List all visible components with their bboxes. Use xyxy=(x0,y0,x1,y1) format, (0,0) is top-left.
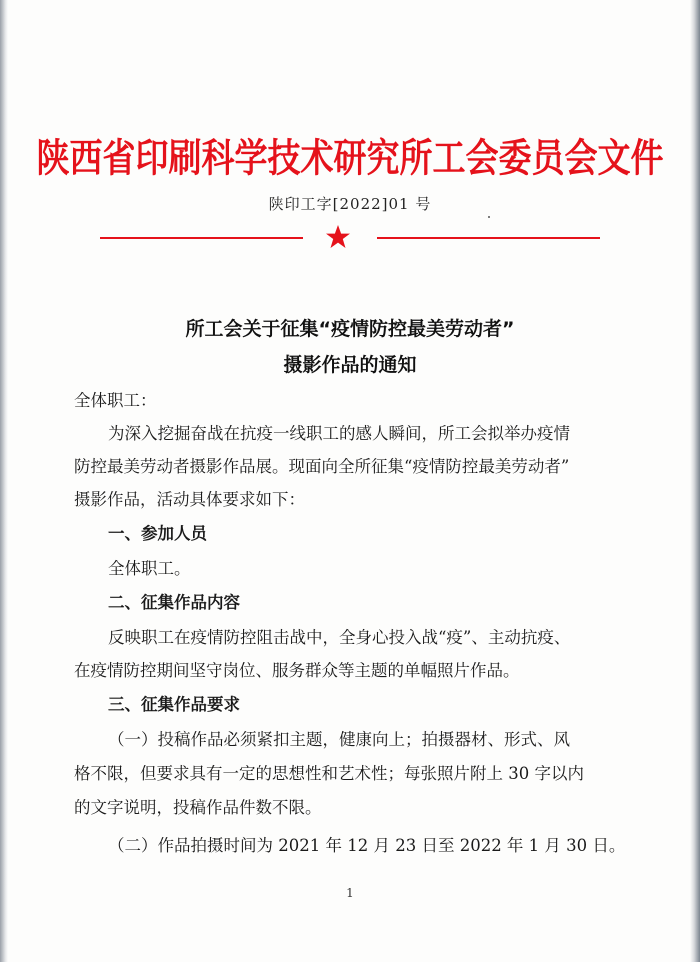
section3-item1-line-3: 的文字说明，投稿作品件数不限。 xyxy=(74,798,322,817)
section3-item1-line-1: （一）投稿作品必须紧扣主题，健康向上；拍摄器材、形式、风 xyxy=(108,730,570,749)
notice-title-line1: 所工会关于征集“疫情防控最美劳动者” xyxy=(185,318,515,340)
section2-heading: 二、征集作品内容 xyxy=(108,593,240,612)
salutation: 全体职工： xyxy=(74,391,157,410)
section3-item1-line-2: 格不限，但要求具有一定的思想性和艺术性；每张照片附上 30 字以内 xyxy=(74,764,584,783)
intro-line-2: 防控最美劳动者摄影作品展。现面向全所征集“疫情防控最美劳动者” xyxy=(74,457,570,476)
page-number: 1 xyxy=(346,886,354,900)
scan-speck xyxy=(488,216,490,218)
section1-text: 全体职工。 xyxy=(108,559,191,578)
section3-heading: 三、征集作品要求 xyxy=(108,695,240,714)
red-separator-right xyxy=(377,237,600,239)
red-separator-left xyxy=(100,237,303,239)
section3-item2: （二）作品拍摄时间为 2021 年 12 月 23 日至 2022 年 1 月 30 日。 xyxy=(108,836,626,855)
notice-title-line2: 摄影作品的通知 xyxy=(283,354,417,376)
section2-line-2: 在疫情防控期间坚守岗位、服务群众等主题的单幅照片作品。 xyxy=(74,661,520,680)
intro-line-3: 摄影作品，活动具体要求如下： xyxy=(74,490,305,509)
intro-line-1: 为深入挖掘奋战在抗疫一线职工的感人瞬间，所工会拟举办疫情 xyxy=(108,424,570,443)
document-number: 陕印工字[2022]01 号 xyxy=(268,195,432,213)
star-icon xyxy=(325,224,351,250)
section2-line-1: 反映职工在疫情防控阻击战中，全身心投入战“疫”、主动抗疫、 xyxy=(108,628,571,647)
section1-heading: 一、参加人员 xyxy=(108,524,207,543)
red-header-title: 陕西省印刷科学技术研究所工会委员会文件 xyxy=(36,135,664,182)
